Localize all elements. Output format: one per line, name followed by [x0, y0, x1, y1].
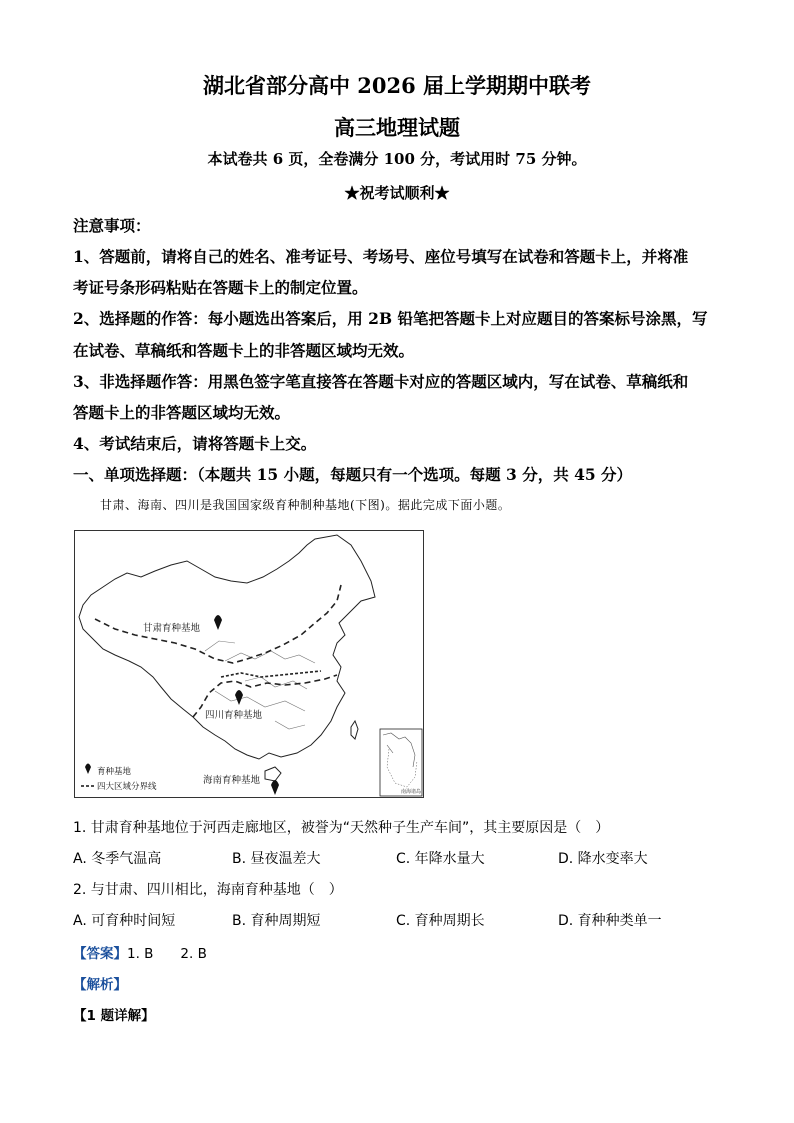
note-item-1-line-2: 考证号条形码粘贴在答题卡上的制定位置。	[73, 278, 368, 297]
china-map-figure	[74, 530, 424, 798]
legend-base-icon	[85, 764, 91, 775]
question-2-stem: 2. 与甘肃、四川相比，海南育种基地（ ）	[73, 882, 343, 898]
china-map	[75, 531, 423, 797]
region-boundary-qinling	[221, 671, 321, 677]
question-1-option-a: A. 冬季气温高	[73, 851, 162, 867]
exam-wish: ★祝考试顺利★	[344, 184, 450, 202]
hainan-base-label: 海南育种基地	[203, 775, 261, 786]
question-1-option-d: D. 降水变率大	[558, 851, 648, 867]
notes-heading: 注意事项：	[73, 216, 151, 235]
answer-label: 【答案】	[73, 946, 127, 962]
map-legend	[81, 764, 157, 793]
note-item-2-line-2: 在试卷、草稿纸和答题卡上的非答题区域均无效。	[73, 341, 415, 360]
question-2-option-d: D. 育种种类单一	[558, 913, 662, 929]
legend-boundary-label: 四大区域分界线	[97, 782, 157, 792]
section-heading: 一、单项选择题：（本题共 15 小题，每题只有一个选项。每题 3 分，共 45 分）	[73, 465, 633, 484]
south-china-sea-inset	[380, 729, 422, 796]
inset-caption: 南海诸岛	[401, 789, 422, 795]
analysis-line	[73, 973, 127, 993]
detail-label: 【1 题详解】	[73, 1008, 155, 1024]
exam-title: 湖北省部分高中 2026 届上学期期中联考	[202, 73, 592, 98]
note-item-3-line-2: 答题卡上的非答题区域均无效。	[73, 403, 291, 422]
question-2-option-b: B. 育种周期短	[232, 913, 321, 929]
section-intro: 甘肃、海南、四川是我国国家级育种制种基地(下图)。据此完成下面小题。	[100, 498, 511, 512]
note-item-2-line-1: 2、选择题的作答：每小题选出答案后，用 2B 铅笔把答题卡上对应题目的答案标号涂黑，写	[73, 309, 708, 328]
hainan-island	[265, 767, 281, 781]
question-1-option-b: B. 昼夜温差大	[232, 851, 321, 867]
note-item-3-line-1: 3、非选择题作答：用黑色签字笔直接答在答题卡对应的答题区域内，写在试卷、草稿纸和	[73, 372, 689, 391]
answer-text: 1. B 2. B	[127, 946, 207, 962]
sichuan-base-marker	[235, 690, 243, 705]
legend-base-label: 育种基地	[97, 767, 132, 777]
question-2-option-c: C. 育种周期长	[396, 913, 485, 929]
taiwan-island	[351, 721, 358, 739]
note-item-4: 4、考试结束后，请将答题卡上交。	[73, 434, 317, 453]
sichuan-base-label: 四川育种基地	[205, 710, 263, 721]
exam-info: 本试卷共 6 页，全卷满分 100 分，考试用时 75 分钟。	[207, 150, 587, 168]
hainan-base-marker	[271, 780, 279, 797]
exam-subtitle: 高三地理试题	[334, 115, 460, 140]
question-2-option-a: A. 可育种时间短	[73, 913, 176, 929]
note-item-1-line-1: 1、答题前，请将自己的姓名、准考证号、考场号、座位号填写在试卷和答题卡上，并将准	[73, 247, 689, 266]
question-1-stem: 1. 甘肃育种基地位于河西走廊地区，被誉为“天然种子生产车间”，其主要原因是（ ）	[73, 820, 610, 836]
gansu-base-marker	[214, 615, 222, 630]
gansu-base-label: 甘肃育种基地	[143, 623, 201, 634]
question-1-option-c: C. 年降水量大	[396, 851, 485, 867]
china-outline	[79, 535, 375, 759]
analysis-label: 【解析】	[73, 977, 127, 993]
answer-line	[73, 942, 207, 962]
